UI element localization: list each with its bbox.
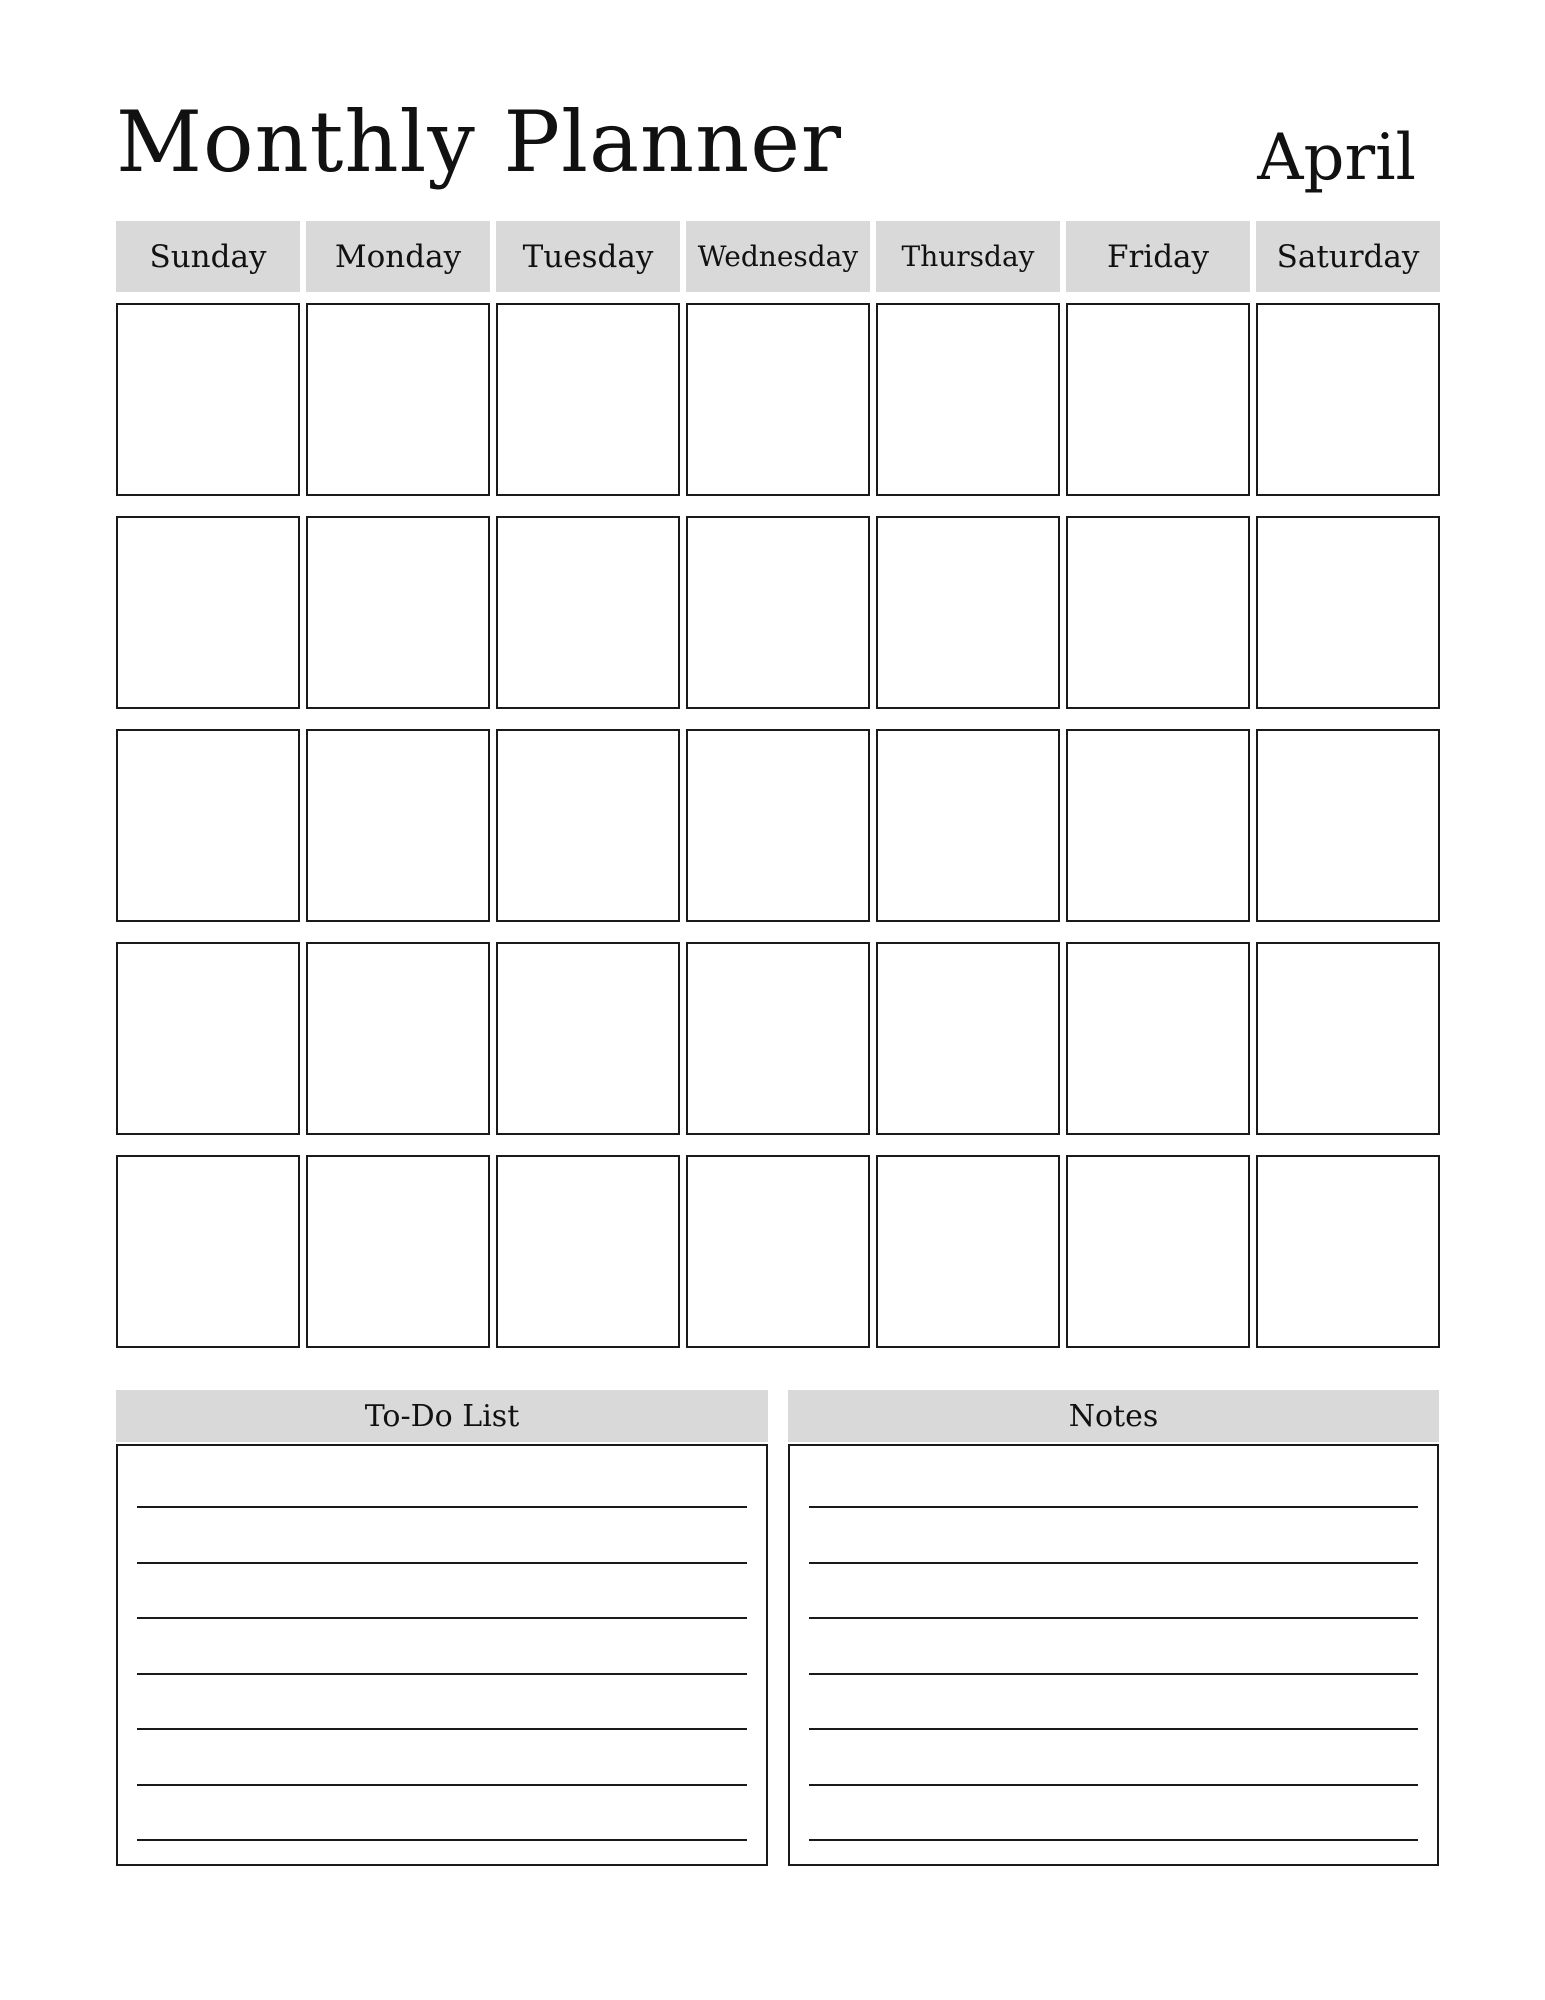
day-cell[interactable] [116, 729, 300, 922]
weekday-header-row [116, 221, 1439, 292]
day-cell[interactable] [1066, 942, 1250, 1135]
todo-line [137, 1728, 747, 1730]
notes-line [809, 1562, 1418, 1564]
day-cell[interactable] [306, 303, 490, 496]
day-cell[interactable] [1066, 303, 1250, 496]
notes-line [809, 1784, 1418, 1786]
weekday-thursday: Thursday [876, 221, 1060, 292]
day-cell[interactable] [496, 942, 680, 1135]
notes-line [809, 1728, 1418, 1730]
weekday-wednesday: Wednesday [686, 221, 870, 292]
day-cell[interactable] [876, 942, 1060, 1135]
day-cell[interactable] [116, 942, 300, 1135]
day-cell[interactable] [306, 516, 490, 709]
day-cell[interactable] [306, 729, 490, 922]
day-cell[interactable] [496, 516, 680, 709]
day-cell[interactable] [116, 1155, 300, 1348]
notes-box [788, 1444, 1439, 1866]
weekday-tuesday: Tuesday [496, 221, 680, 292]
notes-line [809, 1617, 1418, 1619]
day-cell[interactable] [306, 942, 490, 1135]
day-cell[interactable] [1066, 516, 1250, 709]
day-cell[interactable] [686, 729, 870, 922]
todo-line [137, 1506, 747, 1508]
day-cell[interactable] [1066, 729, 1250, 922]
day-cell[interactable] [496, 303, 680, 496]
day-cell[interactable] [686, 1155, 870, 1348]
todo-line [137, 1617, 747, 1619]
day-cell[interactable] [306, 1155, 490, 1348]
month-label: April [1257, 121, 1416, 195]
day-cell[interactable] [1066, 1155, 1250, 1348]
notes-heading: Notes [788, 1390, 1439, 1442]
day-cell[interactable] [876, 1155, 1060, 1348]
day-cell[interactable] [686, 516, 870, 709]
day-cell[interactable] [1256, 729, 1440, 922]
day-cell[interactable] [1256, 303, 1440, 496]
day-cell[interactable] [686, 303, 870, 496]
todo-line [137, 1562, 747, 1564]
day-cell[interactable] [1256, 1155, 1440, 1348]
todo-list-box [116, 1444, 768, 1866]
day-cell[interactable] [1256, 942, 1440, 1135]
notes-line [809, 1673, 1418, 1675]
day-cell[interactable] [116, 516, 300, 709]
day-cell[interactable] [496, 729, 680, 922]
todo-line [137, 1673, 747, 1675]
day-cell[interactable] [1256, 516, 1440, 709]
day-cell[interactable] [876, 729, 1060, 922]
weekday-sunday: Sunday [116, 221, 300, 292]
day-cell[interactable] [496, 1155, 680, 1348]
todo-line [137, 1784, 747, 1786]
notes-line [809, 1839, 1418, 1841]
page-title: Monthly Planner [116, 93, 843, 191]
day-cell[interactable] [686, 942, 870, 1135]
day-cell[interactable] [876, 303, 1060, 496]
day-cell[interactable] [876, 516, 1060, 709]
todo-line [137, 1839, 747, 1841]
weekday-friday: Friday [1066, 221, 1250, 292]
weekday-saturday: Saturday [1256, 221, 1440, 292]
weekday-monday: Monday [306, 221, 490, 292]
notes-line [809, 1506, 1418, 1508]
todo-list-heading: To-Do List [116, 1390, 768, 1442]
day-cell[interactable] [116, 303, 300, 496]
